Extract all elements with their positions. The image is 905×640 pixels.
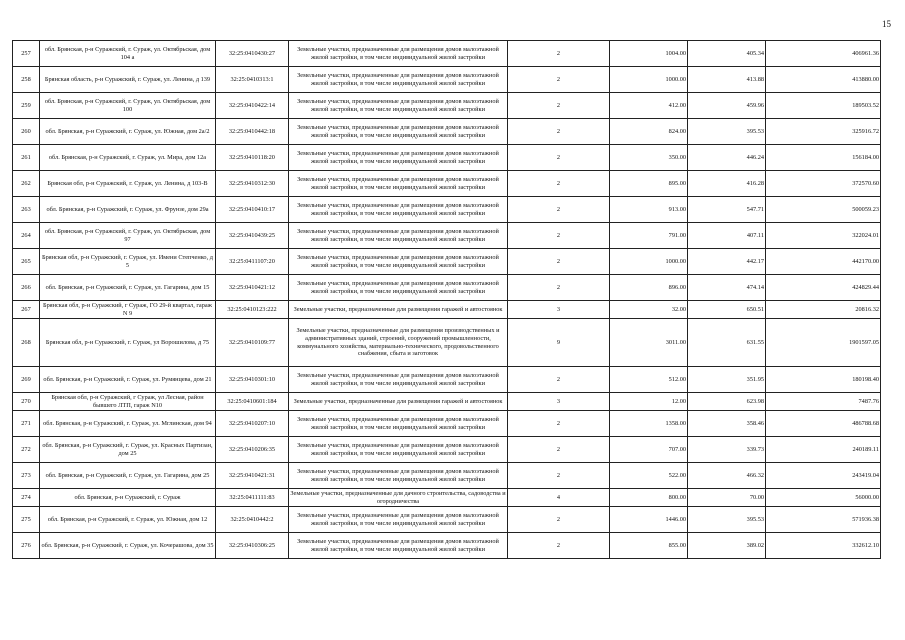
address-cell: обл. Брянская, р-н Суражский, г. Сураж, ул. Мира, дом 12а: [40, 145, 216, 171]
area-cell: 522.00: [610, 463, 688, 489]
cadastral-value-cell: 243419.04: [766, 463, 881, 489]
area-cell: 791.00: [610, 223, 688, 249]
specific-value-cell: 650.51: [688, 301, 766, 319]
land-plot-table: [12, 40, 881, 559]
cadastral-value-cell: 156184.00: [766, 145, 881, 171]
permitted-use-cell: Земельные участки, предназначенные для размещения домов малоэтажной жилой застройки, в том числе индивидуальной жилой застройки: [289, 463, 508, 489]
cadastral-value-cell: 442170.00: [766, 249, 881, 275]
area-cell: 1000.00: [610, 249, 688, 275]
table-row: [13, 145, 881, 171]
cadastral-number-cell: 32:25:0410430:27: [216, 41, 289, 67]
table-row: [13, 533, 881, 559]
row-number: 265: [13, 249, 40, 275]
specific-value-cell: 466.32: [688, 463, 766, 489]
table-row: [13, 275, 881, 301]
use-group-cell: 2: [508, 119, 610, 145]
table-row: [13, 93, 881, 119]
cadastral-number-cell: 32:25:0410442:2: [216, 507, 289, 533]
area-cell: 512.00: [610, 367, 688, 393]
area-cell: 824.00: [610, 119, 688, 145]
table-row: [13, 437, 881, 463]
address-cell: обл. Брянская, р-н Суражский, г. Сураж, ул. Красных Партизан, дом 25: [40, 437, 216, 463]
use-group-cell: 3: [508, 393, 610, 411]
cadastral-number-cell: 32:25:0410207:10: [216, 411, 289, 437]
table-row: [13, 249, 881, 275]
specific-value-cell: 389.02: [688, 533, 766, 559]
use-group-cell: 2: [508, 93, 610, 119]
permitted-use-cell: Земельные участки, предназначенные для размещения домов малоэтажной жилой застройки, в том числе индивидуальной жилой застройки: [289, 197, 508, 223]
cadastral-number-cell: 32:25:0410306:25: [216, 533, 289, 559]
address-cell: обл. Брянская, р-н Суражский, г. Сураж, ул. Октябрьская, дом 100: [40, 93, 216, 119]
cadastral-value-cell: 486788.68: [766, 411, 881, 437]
row-number: 258: [13, 67, 40, 93]
use-group-cell: 2: [508, 463, 610, 489]
cadastral-number-cell: 32:25:0410421:31: [216, 463, 289, 489]
address-cell: обл. Брянская, р-н Суражский, г. Сураж, ул. Октябрьская, дом 97: [40, 223, 216, 249]
row-number: 270: [13, 393, 40, 411]
use-group-cell: 2: [508, 145, 610, 171]
cadastral-number-cell: 32:25:0410109:77: [216, 319, 289, 367]
area-cell: 32.00: [610, 301, 688, 319]
use-group-cell: 4: [508, 489, 610, 507]
address-cell: обл. Брянская, р-н Суражский, г. Сураж, ул. Мглинская, дом 94: [40, 411, 216, 437]
row-number: 263: [13, 197, 40, 223]
area-cell: 1000.00: [610, 67, 688, 93]
area-cell: 1004.00: [610, 41, 688, 67]
cadastral-number-cell: 32:25:0410123:222: [216, 301, 289, 319]
permitted-use-cell: Земельные участки, предназначенные для размещения домов малоэтажной жилой застройки, в том числе индивидуальной жилой застройки: [289, 507, 508, 533]
specific-value-cell: 407.11: [688, 223, 766, 249]
area-cell: 707.00: [610, 437, 688, 463]
cadastral-value-cell: 413880.00: [766, 67, 881, 93]
specific-value-cell: 358.46: [688, 411, 766, 437]
table-row: [13, 489, 881, 507]
row-number: 275: [13, 507, 40, 533]
cadastral-value-cell: 500059.23: [766, 197, 881, 223]
row-number: 269: [13, 367, 40, 393]
use-group-cell: 2: [508, 67, 610, 93]
row-number: 257: [13, 41, 40, 67]
use-group-cell: 2: [508, 367, 610, 393]
specific-value-cell: 623.98: [688, 393, 766, 411]
specific-value-cell: 446.24: [688, 145, 766, 171]
row-number: 264: [13, 223, 40, 249]
cadastral-value-cell: 180198.40: [766, 367, 881, 393]
permitted-use-cell: Земельные участки, предназначенные для размещения домов малоэтажной жилой застройки, в том числе индивидуальной жилой застройки: [289, 367, 508, 393]
cadastral-value-cell: 325916.72: [766, 119, 881, 145]
address-cell: Брянская обл, р-н Суражский, г Сураж, ул Лесная, район бывшего ЛТП, гараж N10: [40, 393, 216, 411]
address-cell: обл. Брянская, р-н Суражский, г. Сураж, ул. Кочерашова, дом 35: [40, 533, 216, 559]
specific-value-cell: 442.17: [688, 249, 766, 275]
cadastral-number-cell: 32:25:0410312:30: [216, 171, 289, 197]
permitted-use-cell: Земельные участки, предназначенные для размещения домов малоэтажной жилой застройки, в том числе индивидуальной жилой застройки: [289, 119, 508, 145]
permitted-use-cell: Земельные участки, предназначенные для размещения гаражей и автостоянок: [289, 301, 508, 319]
cadastral-number-cell: 32:25:0410118:20: [216, 145, 289, 171]
table-row: [13, 411, 881, 437]
area-cell: 350.00: [610, 145, 688, 171]
table-row: [13, 41, 881, 67]
row-number: 272: [13, 437, 40, 463]
area-cell: 895.00: [610, 171, 688, 197]
permitted-use-cell: Земельные участки, предназначенные для размещения домов малоэтажной жилой застройки, в том числе индивидуальной жилой застройки: [289, 275, 508, 301]
use-group-cell: 2: [508, 223, 610, 249]
page-number: 15: [882, 19, 891, 29]
row-number: 268: [13, 319, 40, 367]
area-cell: 3011.00: [610, 319, 688, 367]
table-body: [13, 41, 881, 559]
permitted-use-cell: Земельные участки, предназначенные для размещения домов малоэтажной жилой застройки, в том числе индивидуальной жилой застройки: [289, 41, 508, 67]
cadastral-number-cell: 32:25:0410410:17: [216, 197, 289, 223]
permitted-use-cell: Земельные участки, предназначенные для размещения домов малоэтажной жилой застройки, в том числе индивидуальной жилой застройки: [289, 249, 508, 275]
permitted-use-cell: Земельные участки, предназначенные для размещения домов малоэтажной жилой застройки, в том числе индивидуальной жилой застройки: [289, 533, 508, 559]
table-row: [13, 463, 881, 489]
area-cell: 896.00: [610, 275, 688, 301]
row-number: 261: [13, 145, 40, 171]
table-row: [13, 223, 881, 249]
row-number: 262: [13, 171, 40, 197]
row-number: 274: [13, 489, 40, 507]
cadastral-value-cell: 1901597.05: [766, 319, 881, 367]
specific-value-cell: 416.28: [688, 171, 766, 197]
specific-value-cell: 395.53: [688, 119, 766, 145]
permitted-use-cell: Земельные участки, предназначенные для дачного строительства, садоводства и огородничества: [290, 489, 506, 505]
row-number: 273: [13, 463, 40, 489]
address-cell: обл. Брянская, р-н Суражский, г. Сураж, ул. Южная, дом 2а/2: [40, 119, 216, 145]
cadastral-value-cell: 332612.10: [766, 533, 881, 559]
use-group-cell: 2: [508, 171, 610, 197]
cadastral-number-cell: 32:25:0410301:10: [216, 367, 289, 393]
use-group-cell: 2: [508, 437, 610, 463]
permitted-use-cell: Земельные участки, предназначенные для размещения домов малоэтажной жилой застройки, в том числе индивидуальной жилой застройки: [289, 171, 508, 197]
permitted-use-cell: Земельные участки, предназначенные для размещения производственных и административных зданий, строений, сооружений промышленности, коммунального хозяйства, материально-технического, продовольственного снабжения, сбыта и заготовок: [289, 319, 508, 367]
permitted-use-cell: Земельные участки, предназначенные для размещения домов малоэтажной жилой застройки, в том числе индивидуальной жилой застройки: [289, 411, 508, 437]
area-cell: 412.00: [610, 93, 688, 119]
table-row: [13, 507, 881, 533]
specific-value-cell: 474.14: [688, 275, 766, 301]
area-cell: 1446.00: [610, 507, 688, 533]
cadastral-value-cell: 372570.60: [766, 171, 881, 197]
use-group-cell: 2: [508, 41, 610, 67]
address-cell: Брянская область, р-н Суражский, г. Сураж, ул. Ленина, д 139: [40, 67, 216, 93]
use-group-cell: 2: [508, 275, 610, 301]
cadastral-number-cell: 32:25:0411111:83: [216, 489, 289, 507]
cadastral-value-cell: 189503.52: [766, 93, 881, 119]
cadastral-number-cell: 32:25:0410421:12: [216, 275, 289, 301]
use-group-cell: 9: [508, 319, 610, 367]
cadastral-number-cell: 32:25:0411107:20: [216, 249, 289, 275]
address-cell: обл. Брянская, р-н Суражский, г. Сураж, ул. Гагарина, дом 15: [40, 275, 216, 301]
address-cell: обл. Брянская, р-н Суражский, г. Сураж, ул. Южная, дом 12: [40, 507, 216, 533]
cadastral-value-cell: 406961.36: [766, 41, 881, 67]
address-cell: Брянская обл, р-н Суражский, г Сураж, ГО 29-й квартал, гараж N 9: [40, 301, 216, 319]
area-cell: 855.00: [610, 533, 688, 559]
row-number: 259: [13, 93, 40, 119]
permitted-use-cell: Земельные участки, предназначенные для размещения домов малоэтажной жилой застройки, в том числе индивидуальной жилой застройки: [289, 67, 508, 93]
row-number: 276: [13, 533, 40, 559]
table-row: [13, 119, 881, 145]
cadastral-value-cell: 424829.44: [766, 275, 881, 301]
cadastral-value-cell: 322024.01: [766, 223, 881, 249]
address-cell: обл. Брянская, р-н Суражский, г. Сураж: [40, 489, 216, 507]
row-number: 267: [13, 301, 40, 319]
row-number: 260: [13, 119, 40, 145]
table-row: [13, 393, 881, 411]
cadastral-number-cell: 32:25:0410313:1: [216, 67, 289, 93]
cadastral-number-cell: 32:25:0410206:35: [216, 437, 289, 463]
use-group-cell: 2: [508, 533, 610, 559]
use-group-cell: 2: [508, 411, 610, 437]
specific-value-cell: 395.53: [688, 507, 766, 533]
use-group-cell: 2: [508, 197, 610, 223]
specific-value-cell: 459.96: [688, 93, 766, 119]
area-cell: 12.00: [610, 393, 688, 411]
specific-value-cell: 339.73: [688, 437, 766, 463]
address-cell: обл. Брянская, р-н Суражский, г. Сураж, ул. Фрунзе, дом 29а: [40, 197, 216, 223]
permitted-use-cell: Земельные участки, предназначенные для размещения домов малоэтажной жилой застройки, в том числе индивидуальной жилой застройки: [289, 93, 508, 119]
address-cell: Брянская обл, р-н Суражский, г. Сураж, ул. Ленина, д 103-В: [40, 171, 216, 197]
row-number: 266: [13, 275, 40, 301]
cadastral-value-cell: 571936.38: [766, 507, 881, 533]
cadastral-value-cell: 7487.76: [766, 393, 881, 411]
table-row: [13, 171, 881, 197]
table-row: [13, 301, 881, 319]
use-group-cell: 3: [508, 301, 610, 319]
address-cell: обл. Брянская, р-н Суражский, г. Сураж, ул. Октябрьская, дом 104 а: [40, 41, 216, 67]
cadastral-number-cell: 32:25:0410601:184: [216, 393, 289, 411]
specific-value-cell: 70.00: [688, 489, 766, 507]
area-cell: 800.00: [610, 489, 688, 507]
specific-value-cell: 405.34: [688, 41, 766, 67]
cadastral-number-cell: 32:25:0410422:14: [216, 93, 289, 119]
specific-value-cell: 351.95: [688, 367, 766, 393]
cadastral-value-cell: 240189.11: [766, 437, 881, 463]
address-cell: Брянская обл, р-н Суражский, г. Сураж, ул Ворошилова, д 75: [40, 319, 216, 367]
use-group-cell: 2: [508, 249, 610, 275]
permitted-use-cell: Земельные участки, предназначенные для размещения домов малоэтажной жилой застройки, в том числе индивидуальной жилой застройки: [289, 223, 508, 249]
cadastral-number-cell: 32:25:0410439:25: [216, 223, 289, 249]
specific-value-cell: 547.71: [688, 197, 766, 223]
address-cell: Брянская обл, р-н Суражский, г. Сураж, ул. Имени Степченко, д 5: [40, 249, 216, 275]
use-group-cell: 2: [508, 507, 610, 533]
cadastral-value-cell: 56000.00: [766, 489, 881, 507]
permitted-use-cell: Земельные участки, предназначенные для размещения домов малоэтажной жилой застройки, в том числе индивидуальной жилой застройки: [289, 145, 508, 171]
area-cell: 913.00: [610, 197, 688, 223]
specific-value-cell: 631.55: [688, 319, 766, 367]
permitted-use-cell: Земельные участки, предназначенные для размещения гаражей и автостоянок: [289, 393, 508, 411]
row-number: 271: [13, 411, 40, 437]
address-cell: обл. Брянская, р-н Суражский, г. Сураж, ул. Гагарина, дом 25: [40, 463, 216, 489]
table-row: [13, 67, 881, 93]
specific-value-cell: 413.88: [688, 67, 766, 93]
table-row: [13, 319, 881, 367]
cadastral-number-cell: 32:25:0410442:18: [216, 119, 289, 145]
area-cell: 1358.00: [610, 411, 688, 437]
table-row: [13, 197, 881, 223]
address-cell: обл. Брянская, р-н Суражский, г. Сураж, ул. Румянцева, дом 21: [40, 367, 216, 393]
table-row: [13, 367, 881, 393]
permitted-use-cell: Земельные участки, предназначенные для размещения домов малоэтажной жилой застройки, в том числе индивидуальной жилой застройки: [289, 437, 508, 463]
cadastral-value-cell: 20816.32: [766, 301, 881, 319]
